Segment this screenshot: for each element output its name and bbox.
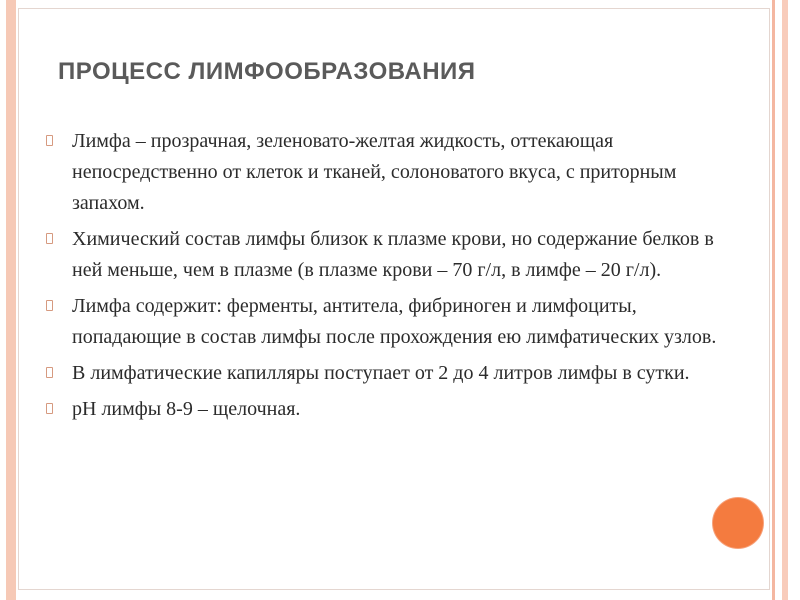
bullet-item xyxy=(46,394,736,425)
bullet-text: Химический состав лимфы близок к плазме крови, но содержание белков в ней меньше, чем в плазме (в плазме крови – 70 г/л, в лимфе – 20 г/л). xyxy=(72,228,714,281)
right-decorative-stripe-inner xyxy=(772,0,775,600)
bullet-icon xyxy=(46,300,53,311)
bullet-item xyxy=(46,358,736,389)
left-decorative-stripe xyxy=(6,0,16,600)
slide-title: ПРОЦЕСС ЛИМФООБРАЗОВАНИЯ xyxy=(58,58,476,85)
bullet-list xyxy=(46,126,736,430)
right-decorative-stripe-outer xyxy=(782,0,788,600)
bullet-item xyxy=(46,224,736,286)
bullet-item xyxy=(46,291,736,353)
bullet-text: Лимфа содержит: ферменты, антитела, фибриноген и лимфоциты, попадающие в состав лимфы после прохождения ею лимфатических узлов. xyxy=(72,295,717,348)
bullet-icon xyxy=(46,403,53,414)
bullet-item xyxy=(46,126,736,219)
bullet-icon xyxy=(46,367,53,378)
decorative-circle xyxy=(713,498,763,548)
bullet-icon xyxy=(46,135,53,146)
bullet-text: В лимфатические капилляры поступает от 2 до 4 литров лимфы в сутки. xyxy=(72,362,690,384)
bullet-text: рН лимфы 8-9 – щелочная. xyxy=(72,398,301,420)
bullet-icon xyxy=(46,233,53,244)
bullet-text: Лимфа – прозрачная, зеленовато-желтая жидкость, оттекающая непосредственно от клеток и тканей, солоноватого вкуса, с приторным запахом. xyxy=(72,130,677,214)
